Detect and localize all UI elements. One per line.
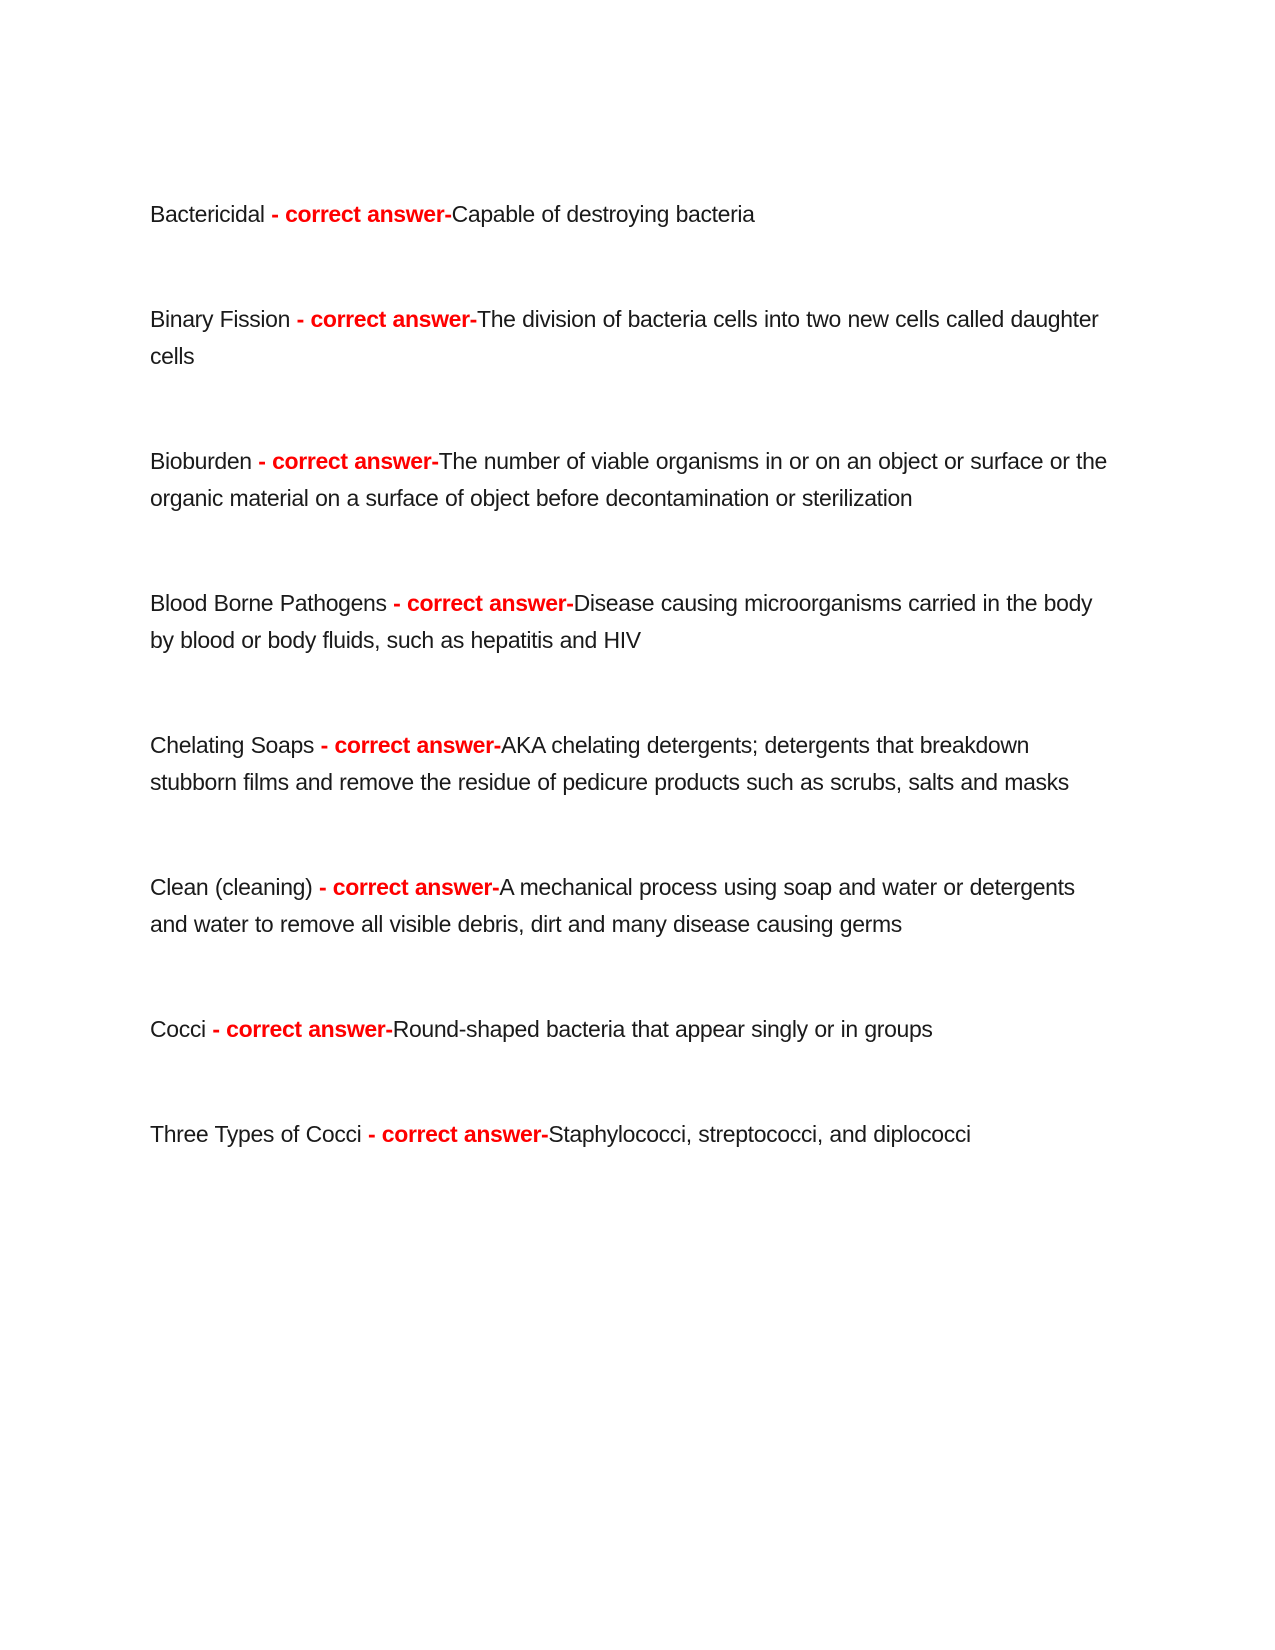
term: Bioburden bbox=[150, 448, 252, 474]
flashcard-entry bbox=[150, 727, 1110, 801]
definition: The division of bacteria cells into two new cells called daughter cells bbox=[150, 306, 1099, 369]
answer-marker: - correct answer- bbox=[393, 590, 574, 616]
definition: The number of viable organisms in or on an object or surface or the organic material on a surface of object before decontamination or sterilization bbox=[150, 448, 1107, 511]
flashcard-entry bbox=[150, 1116, 1110, 1153]
term: Binary Fission bbox=[150, 306, 291, 332]
flashcard-entry bbox=[150, 869, 1110, 943]
term: Chelating Soaps bbox=[150, 732, 315, 758]
definition: Disease causing microorganisms carried in the body by blood or body fluids, such as hepatitis and HIV bbox=[150, 590, 1093, 653]
definition: AKA chelating detergents; detergents that breakdown stubborn films and remove the residue of pedicure products such as scrubs, salts and masks bbox=[150, 732, 1069, 795]
answer-marker: - correct answer- bbox=[212, 1016, 393, 1042]
document-page bbox=[150, 196, 1110, 1221]
definition: Staphylococci, streptococci, and diplococci bbox=[548, 1121, 971, 1147]
flashcard-entry bbox=[150, 585, 1110, 659]
definition: Capable of destroying bacteria bbox=[451, 201, 755, 227]
definition: Round-shaped bacteria that appear singly or in groups bbox=[392, 1016, 933, 1042]
term: Three Types of Cocci bbox=[150, 1121, 362, 1147]
term: Clean (cleaning) bbox=[150, 874, 313, 900]
answer-marker: - correct answer- bbox=[367, 1121, 549, 1147]
flashcard-entry bbox=[150, 1011, 1110, 1048]
answer-marker: - correct answer- bbox=[271, 201, 452, 227]
flashcard-entry bbox=[150, 196, 1110, 233]
definition: A mechanical process using soap and water or detergents and water to remove all visible debris, dirt and many disease causing germs bbox=[150, 874, 1075, 937]
term: Bactericidal bbox=[150, 201, 265, 227]
flashcard-entry bbox=[150, 301, 1110, 375]
answer-marker: - correct answer- bbox=[320, 732, 501, 758]
term: Cocci bbox=[150, 1016, 206, 1042]
answer-marker: - correct answer- bbox=[258, 448, 439, 474]
answer-marker: - correct answer- bbox=[318, 874, 500, 900]
answer-marker: - correct answer- bbox=[296, 306, 477, 332]
flashcard-entry bbox=[150, 443, 1110, 517]
term: Blood Borne Pathogens bbox=[150, 590, 387, 616]
